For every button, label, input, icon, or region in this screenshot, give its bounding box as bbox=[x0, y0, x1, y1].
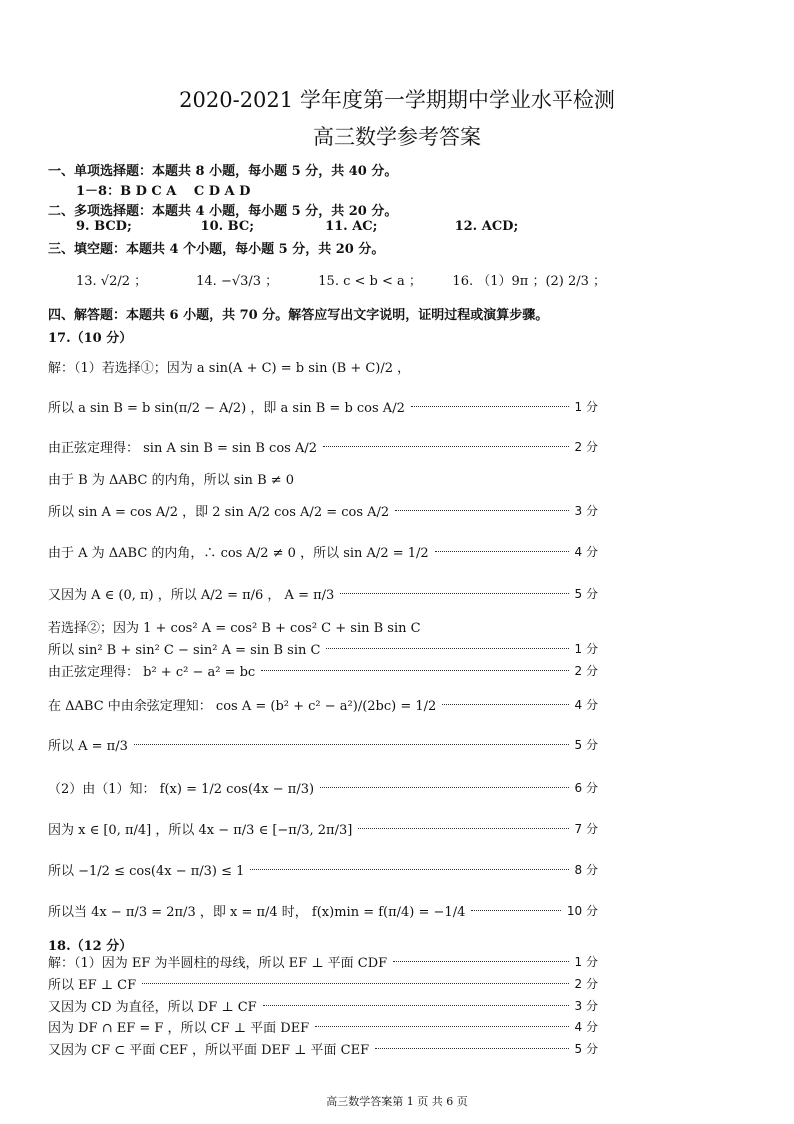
q17-line: 所以 sin² B + sin² C − sin² A = sin B sin C 1 分 bbox=[48, 641, 598, 658]
score: 2 分 bbox=[574, 976, 598, 991]
page-subtitle: 高三数学参考答案 bbox=[313, 125, 481, 149]
q17-line: 由于 A 为 ΔABC 的内角，∴ cos A/2 ≠ 0 ，所以 sin A/2 = 1/2 4 分 bbox=[48, 544, 598, 561]
q17-heading: 17.（10 分） bbox=[48, 331, 133, 346]
q17-line: 又因为 A ∈ (0, π) ，所以 A/2 = π/6 ， A = π/3 5 分 bbox=[48, 586, 598, 603]
section-3-answers bbox=[76, 270, 606, 289]
score: 2 分 bbox=[574, 663, 598, 678]
score: 3 分 bbox=[574, 503, 598, 518]
score: 5 分 bbox=[574, 737, 598, 752]
q17-line: 所以 A = π/3 5 分 bbox=[48, 737, 598, 754]
score: 4 分 bbox=[574, 544, 598, 559]
score: 6 分 bbox=[574, 780, 598, 795]
section-4-heading: 四、解答题：本题共 6 小题，共 70 分。解答应写出文字说明，证明过程或演算步骤。 bbox=[48, 308, 549, 323]
q17-line: （2）由（1）知： f(x) = 1/2 cos(4x − π/3) 6 分 bbox=[48, 780, 598, 797]
page-footer: 高三数学答案第 1 页 共 6 页 bbox=[326, 1095, 468, 1108]
section-2-heading: 二、多项选择题：本题共 4 小题，每小题 5 分，共 20 分。 bbox=[48, 204, 398, 219]
score: 4 分 bbox=[574, 1019, 598, 1034]
answer-9: 9. BCD; bbox=[76, 219, 132, 234]
q18-line: 又因为 CF ⊂ 平面 CEF ，所以平面 DEF ⊥ 平面 CEF 5 分 bbox=[48, 1041, 598, 1058]
section-2-answers bbox=[76, 219, 518, 234]
q18-line: 又因为 CD 为直径，所以 DF ⊥ CF 3 分 bbox=[48, 998, 598, 1015]
score: 3 分 bbox=[574, 998, 598, 1013]
answer-11: 11. AC; bbox=[325, 219, 378, 234]
q17-line: 因为 x ∈ [0, π/4] ，所以 4x − π/3 ∈ [−π/3, 2π/3] 7 分 bbox=[48, 821, 598, 838]
q17-line: 解：（1）若选择①；因为 a sin(A + C) = b sin (B + C)/2 ， bbox=[48, 360, 411, 376]
q17-line: 所以 −1/2 ≤ cos(4x − π/3) ≤ 1 8 分 bbox=[48, 862, 598, 879]
q17-line: 所以 sin A = cos A/2 ，即 2 sin A/2 cos A/2 = cos A/2 3 分 bbox=[48, 503, 598, 520]
answer-14: 14. −√3/3 ； bbox=[196, 274, 279, 289]
score: 4 分 bbox=[574, 697, 598, 712]
score: 1 分 bbox=[574, 954, 598, 969]
score: 1 分 bbox=[574, 399, 598, 414]
page-title: 2020-2021 学年度第一学期期中学业水平检测 bbox=[179, 88, 615, 112]
q17-line: 若选择②；因为 1 + cos² A = cos² B + cos² C + sin B sin C bbox=[48, 620, 421, 636]
answer-15: 15. c < b < a ； bbox=[318, 274, 422, 289]
section-1-heading: 一、单项选择题：本题共 8 小题，每小题 5 分，共 40 分。 bbox=[48, 164, 398, 179]
section-1-answers: 1－8：B D C A C D A D bbox=[76, 184, 251, 199]
score: 10 分 bbox=[566, 903, 598, 918]
score: 1 分 bbox=[574, 641, 598, 656]
answer-12: 12. ACD; bbox=[454, 219, 519, 234]
score: 5 分 bbox=[574, 1041, 598, 1056]
score: 2 分 bbox=[574, 439, 598, 454]
q17-line: 所以 a sin B = b sin(π/2 − A/2) ，即 a sin B = b cos A/2 1 分 bbox=[48, 399, 598, 416]
q18-line: 所以 EF ⊥ CF 2 分 bbox=[48, 976, 598, 993]
score: 7 分 bbox=[574, 821, 598, 836]
q17-line: 在 ΔABC 中由余弦定理知： cos A = (b² + c² − a²)/(2bc) = 1/2 4 分 bbox=[48, 697, 598, 714]
section-3-heading: 三、填空题：本题共 4 个小题，每小题 5 分，共 20 分。 bbox=[48, 242, 385, 257]
q18-line: 因为 DF ∩ EF = F ，所以 CF ⊥ 平面 DEF 4 分 bbox=[48, 1019, 598, 1036]
q17-line: 由正弦定理得： b² + c² − a² = bc 2 分 bbox=[48, 663, 598, 680]
answer-13: 13. √2/2 ； bbox=[76, 274, 148, 289]
score: 8 分 bbox=[574, 862, 598, 877]
answer-16: 16. （1）9π ；(2) 2/3 ； bbox=[452, 274, 607, 289]
score: 5 分 bbox=[574, 586, 598, 601]
q17-line: 所以当 4x − π/3 = 2π/3 ，即 x = π/4 时， f(x)min = f(π/4) = −1/4 10 分 bbox=[48, 903, 598, 920]
q17-line: 由正弦定理得： sin A sin B = sin B cos A/2 2 分 bbox=[48, 439, 598, 456]
answer-10: 10. BC; bbox=[200, 219, 255, 234]
q17-line: 由于 B 为 ΔABC 的内角，所以 sin B ≠ 0 bbox=[48, 472, 295, 488]
q18-line: 解：（1）因为 EF 为半圆柱的母线，所以 EF ⊥ 平面 CDF 1 分 bbox=[48, 954, 598, 971]
q18-heading: 18.（12 分） bbox=[48, 939, 133, 954]
